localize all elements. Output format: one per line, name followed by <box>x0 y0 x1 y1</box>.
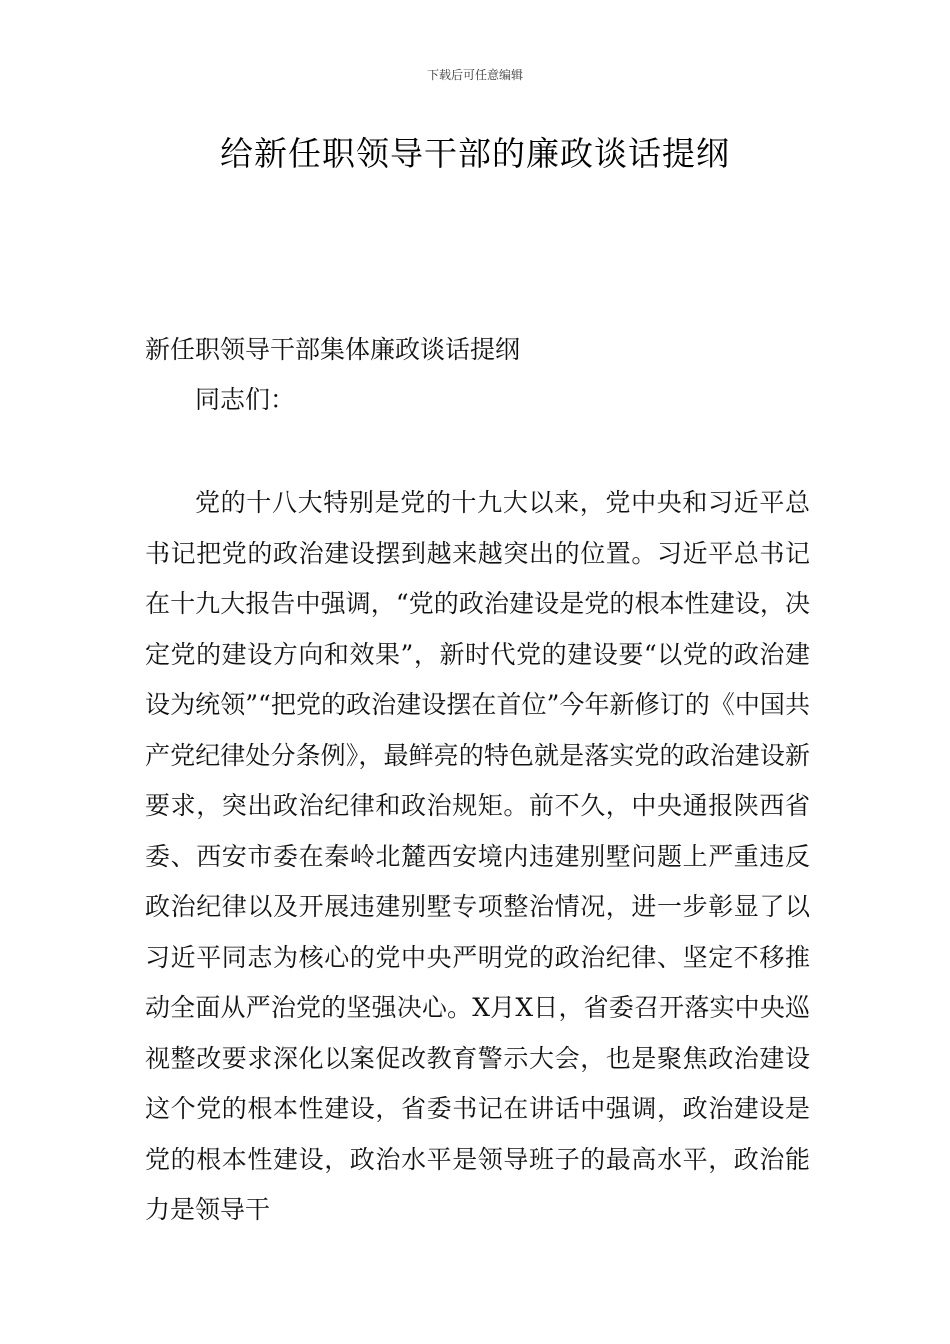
body-paragraph: 党的十八大特别是党的十九大以来，党中央和习近平总书记把党的政治建设摆到越来越突出的位置。习近平总书记在十九大报告中强调，“党的政治建设是党的根本性建设，决定党的建设方向和效果”，新时代党的建设要“以党的政治建设为统领”“把党的政治建设摆在首位”今年新修订的《中国共产党纪律处分条例》，最鲜亮的特色就是落实党的政治建设新要求，突出政治纪律和政治规矩。前不久，中央通报陕西省委、西安市委在秦岭北麓西安境内违建别墅问题上严重违反政治纪律以及开展违建别墅专项整治情况，进一步彰显了以习近平同志为核心的党中央严明党的政治纪律、坚定不移推动全面从严治党的坚强决心。X月X日，省委召开落实中央巡视整改要求深化以案促改教育警示大会，也是聚焦政治建设这个党的根本性建设，省委书记在讲话中强调，政治建设是党的根本性建设，政治水平是领导班子的最高水平，政治能力是领导干 <box>145 488 810 1224</box>
header-note: 下载后可任意编辑 <box>426 68 523 82</box>
document-title: 给新任职领导干部的廉政谈话提纲 <box>220 134 730 173</box>
greeting: 同志们： <box>195 385 296 414</box>
subtitle: 新任职领导干部集体廉政谈话提纲 <box>145 335 521 364</box>
